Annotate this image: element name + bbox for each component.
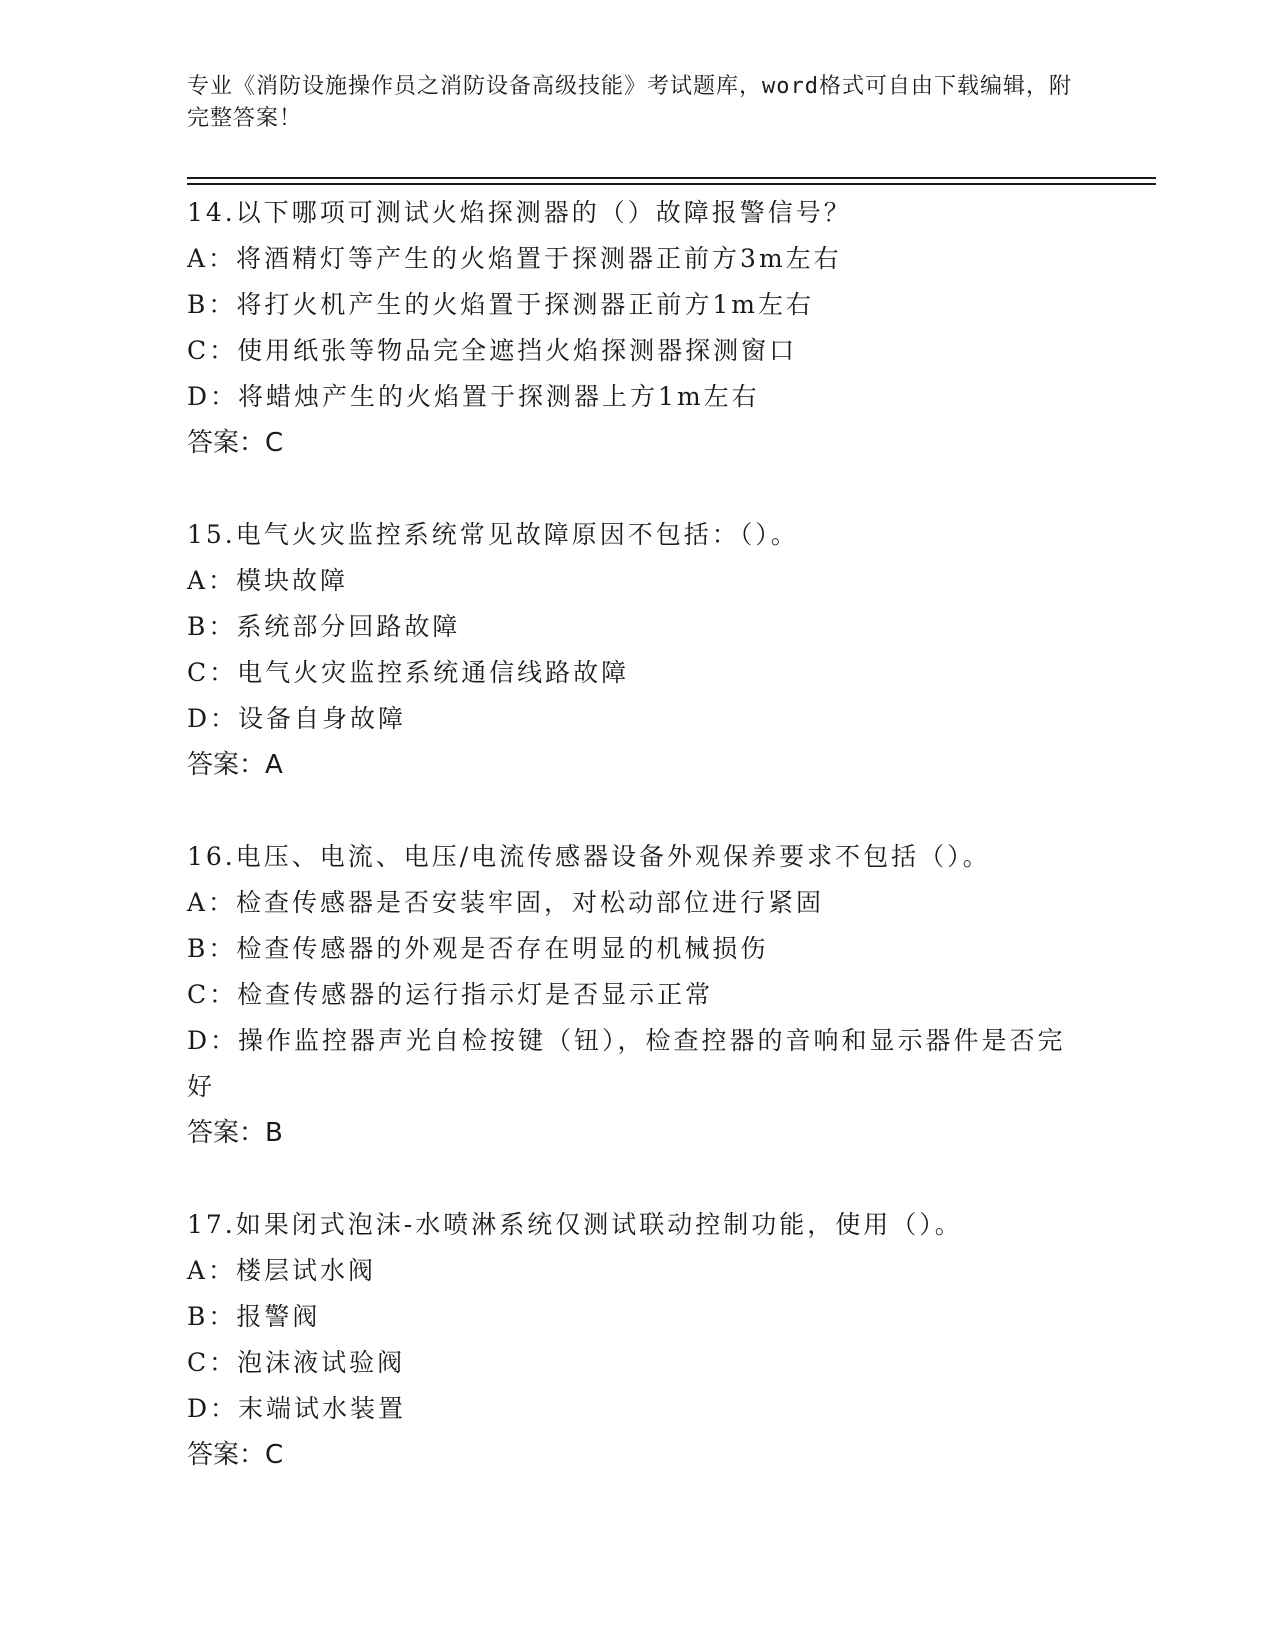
question-14	[187, 190, 1077, 466]
question-stem: 15.电气火灾监控系统常见故障原因不包括：（）。	[187, 520, 799, 549]
header-divider-top	[187, 177, 1156, 179]
option-b: B：系统部分回路故障	[187, 612, 461, 641]
document-header: 专业《消防设施操作员之消防设备高级技能》考试题库，word格式可自由下载编辑，附完整答案！	[187, 74, 1072, 131]
option-c: C：电气火灾监控系统通信线路故障	[187, 658, 630, 687]
option-b: B：检查传感器的外观是否存在明显的机械损伤	[187, 934, 769, 963]
question-15	[187, 512, 1077, 788]
answer: 答案：C	[187, 428, 284, 458]
question-stem: 16.电压、电流、电压/电流传感器设备外观保养要求不包括（）。	[187, 842, 991, 871]
option-b: B：将打火机产生的火焰置于探测器正前方1m左右	[187, 290, 814, 319]
option-a: A：楼层试水阀	[187, 1256, 377, 1285]
option-d: D：设备自身故障	[187, 704, 407, 733]
option-c: C：使用纸张等物品完全遮挡火焰探测器探测窗口	[187, 336, 798, 365]
answer: 答案：B	[187, 1118, 283, 1148]
option-b: B：报警阀	[187, 1302, 321, 1331]
question-stem: 17.如果闭式泡沫-水喷淋系统仅测试联动控制功能，使用（）。	[187, 1210, 963, 1239]
header-divider-bottom	[187, 183, 1156, 185]
question-17	[187, 1202, 1077, 1478]
question-16	[187, 834, 1077, 1156]
question-list	[187, 190, 1077, 1524]
option-c: C：检查传感器的运行指示灯是否显示正常	[187, 980, 714, 1009]
question-stem: 14.以下哪项可测试火焰探测器的（）故障报警信号？	[187, 198, 852, 227]
option-d: D：末端试水装置	[187, 1394, 407, 1423]
option-a: A：检查传感器是否安装牢固，对松动部位进行紧固	[187, 888, 825, 917]
option-d: D：将蜡烛产生的火焰置于探测器上方1m左右	[187, 382, 760, 411]
option-a: A：模块故障	[187, 566, 349, 595]
answer: 答案：A	[187, 750, 283, 780]
option-d: D：操作监控器声光自检按键（钮），检查控器的音响和显示器件是否完好	[187, 1026, 1066, 1101]
option-a: A：将酒精灯等产生的火焰置于探测器正前方3m左右	[187, 244, 842, 273]
option-c: C：泡沫液试验阀	[187, 1348, 406, 1377]
answer: 答案：C	[187, 1440, 284, 1470]
